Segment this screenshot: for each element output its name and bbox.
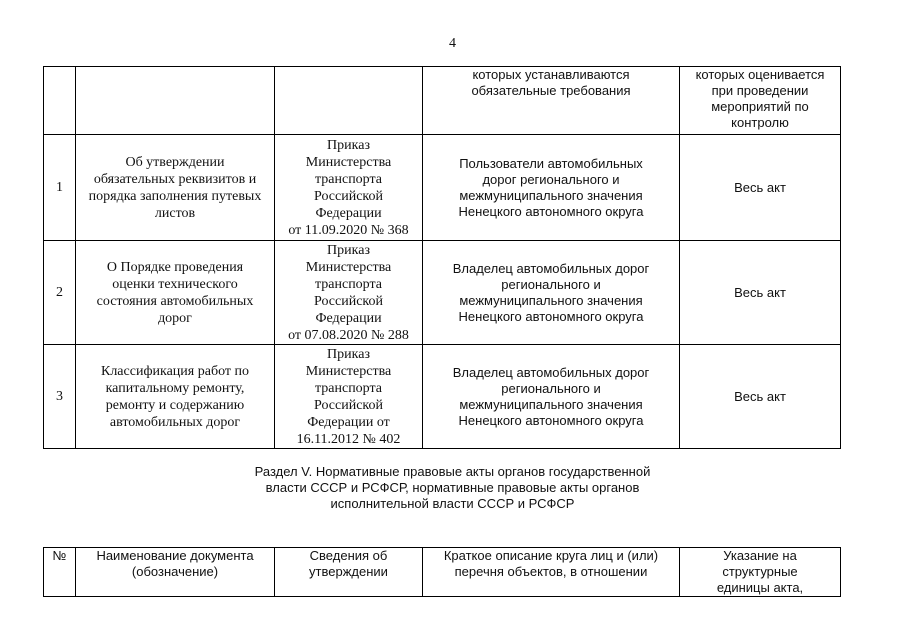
act-scope: Весь акт — [680, 345, 841, 449]
table-row — [44, 241, 841, 345]
approval-info: Приказ Министерства транспорта Российской Федерации от 07.08.2020 № 288 — [275, 241, 423, 345]
table-row-header-continuation — [44, 67, 841, 135]
section-title: Раздел V. Нормативные правовые акты органов государственной власти СССР и РСФСР, нормативные правовые акты органов исполнительной власти СССР и РСФСР — [254, 464, 651, 511]
table-header-row — [44, 548, 841, 597]
document-name: О Порядке проведения оценки технического состояния автомобильных дорог — [76, 241, 275, 345]
acts-table-continued — [43, 66, 841, 449]
approval-info: Приказ Министерства транспорта Российской Федерации от 16.11.2012 № 402 — [275, 345, 423, 449]
row-number: 2 — [44, 241, 76, 345]
document-name: Об утверждении обязательных реквизитов и порядка заполнения путевых листов — [76, 135, 275, 241]
document-name: Классификация работ по капитальному ремонту, ремонту и содержанию автомобильных дорог — [76, 345, 275, 449]
header-structural-units: Указание на структурные единицы акта, — [680, 548, 841, 597]
row-number: 3 — [44, 345, 76, 449]
cell-approval — [275, 67, 423, 135]
act-scope: Весь акт — [680, 135, 841, 241]
act-scope: Весь акт — [680, 241, 841, 345]
approval-info: Приказ Министерства транспорта Российской Федерации от 11.09.2020 № 368 — [275, 135, 423, 241]
header-num: № — [44, 548, 76, 597]
table-row — [44, 345, 841, 449]
subjects-description: Владелец автомобильных дорог регионального и межмуниципального значения Ненецкого автономного округа — [423, 241, 680, 345]
subjects-description: Владелец автомобильных дорог регионального и межмуниципального значения Ненецкого автономного округа — [423, 345, 680, 449]
table-row — [44, 135, 841, 241]
cell-num — [44, 67, 76, 135]
subjects-description: Пользователи автомобильных дорог регионального и межмуниципального значения Ненецкого автономного округа — [423, 135, 680, 241]
header-approval: Сведения об утверждении — [275, 548, 423, 597]
page-number: 4 — [449, 36, 456, 51]
header-subjects: Краткое описание круга лиц и (или) перечня объектов, в отношении — [423, 548, 680, 597]
cell-scope-header: которых оценивается при проведении мероприятий по контролю — [680, 67, 841, 135]
row-number: 1 — [44, 135, 76, 241]
acts-table-section-v — [43, 547, 841, 597]
cell-name — [76, 67, 275, 135]
cell-subjects-header: которых устанавливаются обязательные требования — [423, 67, 680, 135]
header-document-name: Наименование документа (обозначение) — [76, 548, 275, 597]
